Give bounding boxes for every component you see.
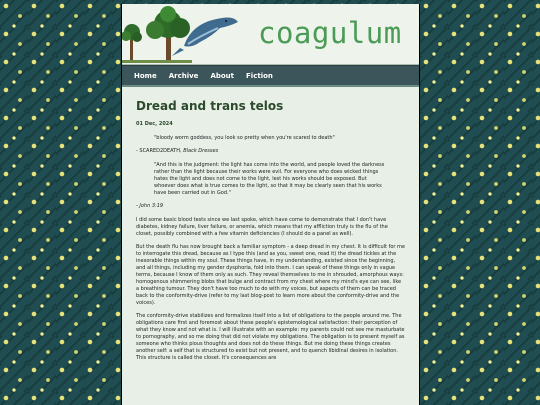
site-header — [122, 4, 419, 65]
site-title[interactable]: coagulum — [258, 16, 402, 50]
attribution-1-work: Black Dresses — [183, 148, 219, 154]
attribution-1-prefix: - SCARED2DEATH, — [136, 148, 184, 154]
epigraph-quote-2: "And this is the judgment: the light has come into the world, and people loved the darkness rather than the light because their works were evil. For everyone who does wicked things hates the light and does not come to the light, lest his works should be exposed. But whoever does what is true comes to the light, so that it may be clearly seen that his works have been carried out in God." — [154, 162, 385, 196]
tree-whale-logo-icon[interactable] — [122, 6, 240, 64]
body-paragraph: But the death flu has now brought back a familiar symptom - a deep dread in my chest. It is difficult for me to interrogate this dread, because as I type this (and as you, sweet one, read it) the dread tickles at the inexorable things within my soul. These things have, in my understanding, existed since the beginning, and all things, including my gender dysphoria, fold into them. I can speak of these things only in vague terms, because I know of them only as such. They reveal themselves to me in shrouded, amorphous ways: homogenous shimmering blobs that bulge and contract from my chest where my mind's eye can see, like a breathing tumour. They don't have too much to do with my voices, but aspects of them can be traced back to the conformity-drive (refer to my last blog-post to learn more about the conformity-drive and the voices). — [136, 244, 405, 306]
epigraph-attribution-2 — [136, 203, 405, 209]
nav-home-link[interactable]: Home — [134, 71, 157, 80]
page-container — [121, 4, 420, 405]
main-nav — [122, 65, 419, 87]
nav-archive-link[interactable]: Archive — [168, 71, 199, 80]
nav-fiction-link[interactable]: Fiction — [246, 71, 273, 80]
post-content — [122, 87, 419, 362]
nav-about-link[interactable]: About — [210, 71, 235, 80]
body-paragraph: I did some basic blood tests since we last spoke, which have come to demonstrate that I don't have diabetes, kidney failure, liver failure, or anemia, which means that my affliction truly is the flu of the closet, possibly combined with a few vitamin deficiencies (I should do a panel as well). — [136, 217, 388, 237]
post-date: 01 Dec, 2024 — [136, 121, 173, 127]
epigraph-attribution-1 — [136, 148, 405, 154]
body-paragraph: The conformity-drive stabilizes and formalizes itself into a list of obligations to the people around me. The obligations care first and foremost about these people's epistemological satisfaction: their perception of what they know and not what is. I will illustrate with an example: my parents could not see me masturbate to pornography, and so me doing that did not violate my obligations. The obligation is to present myself as someone who thinks pious thoughts and does not do these things. But me doing these things creates another self: a self that is structured to exist but not present, and to quench libidinal desires in isolation. This structure is called the closet. It's consequences are — [136, 313, 405, 361]
epigraph-quote-1: "bloody worm goddess, you look so pretty when you're scared to death" — [154, 135, 335, 141]
attribution-2-text: - John 3:19 — [136, 203, 164, 209]
post-title: Dread and trans telos — [136, 99, 284, 113]
